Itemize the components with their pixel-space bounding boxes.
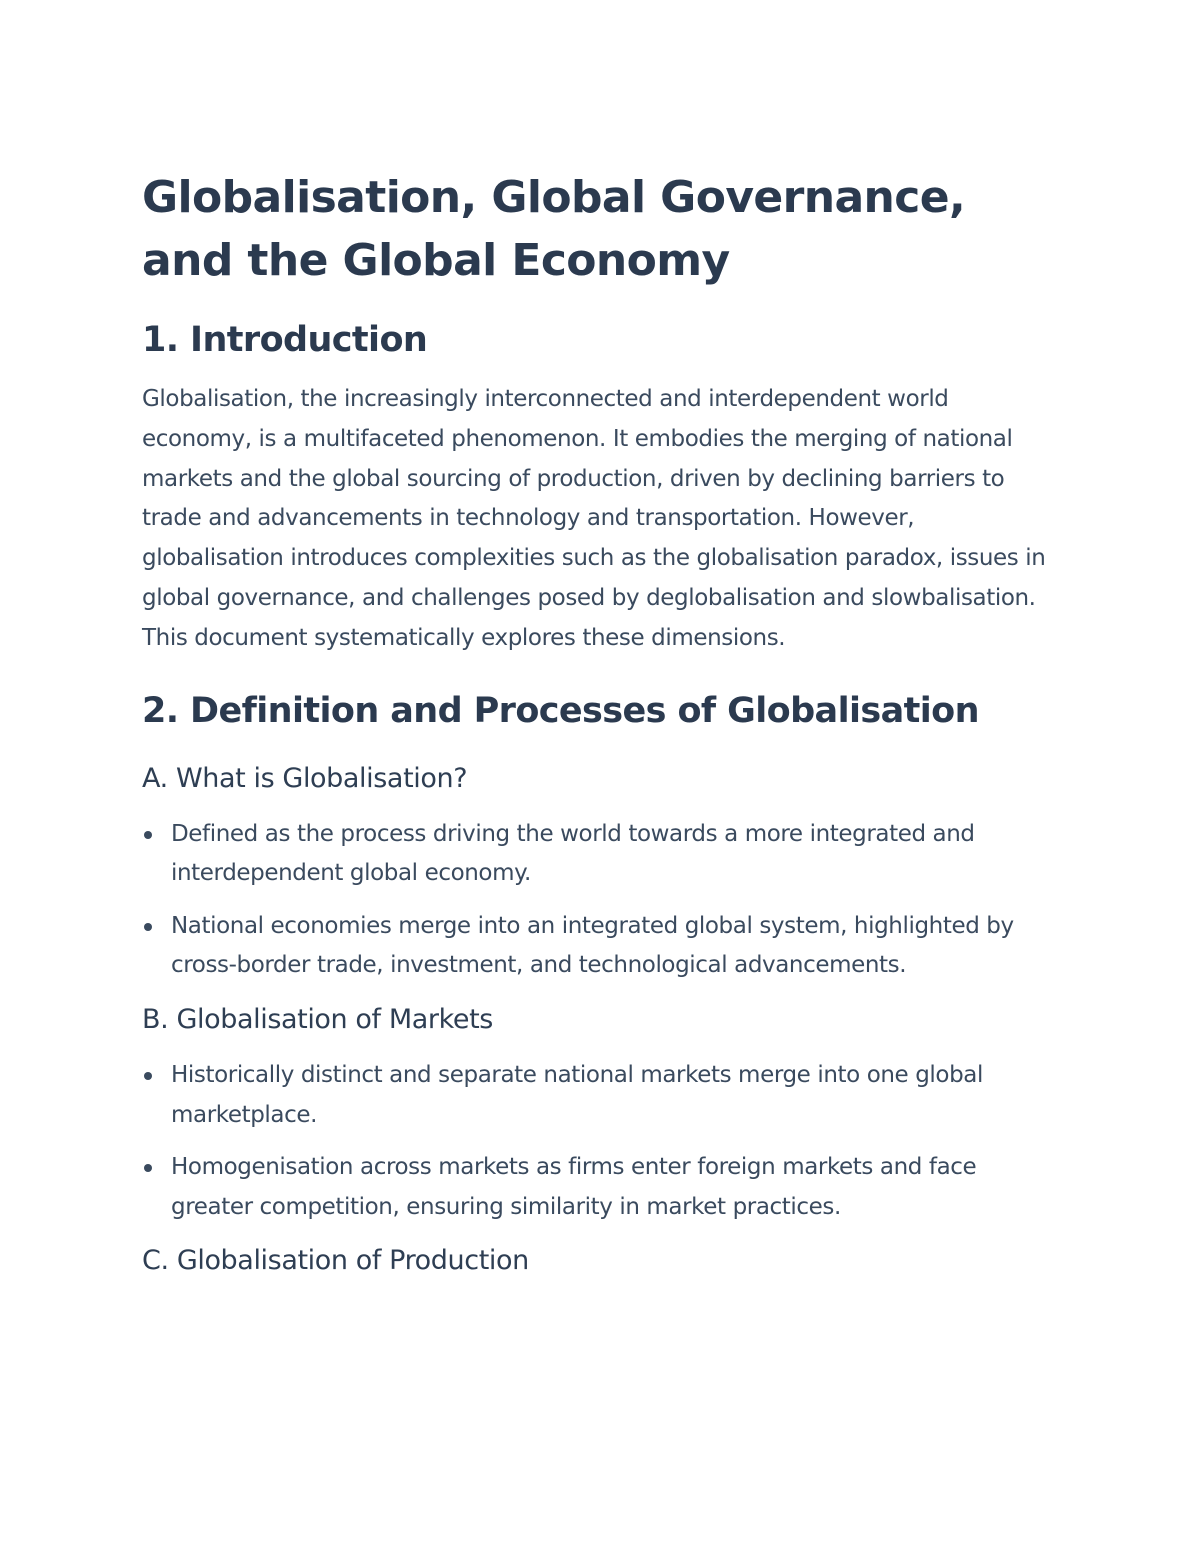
section-heading-introduction: 1. Introduction — [142, 320, 428, 360]
bullet-icon — [144, 923, 152, 931]
document-page — [142, 166, 1062, 1281]
bullet-icon — [144, 1072, 152, 1080]
list-item-text: Homogenisation across markets as firms enter foreign markets and face greater competition, ensuring similarity in market practices. — [171, 1154, 977, 1220]
introduction-paragraph: Globalisation, the increasingly interconnected and interdependent world economy, is a multifaceted phenomenon. It embodies the merging of national markets and the global sourcing of production, driven by declining barriers to trade and advancements in technology and transportation. However, globalisation introduces complexities such as the globalisation paradox, issues in global governance, and challenges posed by deglobalisation and slowbalisation. This document systematically explores these dimensions. — [142, 386, 1046, 651]
subsection-heading-production: C. Globalisation of Production — [142, 1245, 529, 1277]
list-item — [142, 1148, 1062, 1227]
subsection-heading-what-is: A. What is Globalisation? — [142, 762, 468, 794]
bullet-list-markets — [142, 1056, 1062, 1227]
document-title: Globalisation, Global Governance, and the Global Economy — [142, 172, 966, 286]
bullet-icon — [144, 1164, 152, 1172]
list-item-text: National economies merge into an integrated global system, highlighted by cross-border trade, investment, and technological advancements. — [171, 912, 1014, 979]
list-item — [142, 815, 1062, 894]
list-item-text: Defined as the process driving the world towards a more integrated and interdependent global economy. — [171, 820, 975, 887]
subsection-heading-markets: B. Globalisation of Markets — [142, 1003, 493, 1035]
list-item — [142, 907, 1062, 986]
bullet-icon — [144, 831, 152, 839]
list-item-text: Historically distinct and separate national markets merge into one global marketplace. — [171, 1061, 983, 1128]
bullet-list-what-is — [142, 815, 1062, 986]
section-heading-definition: 2. Definition and Processes of Globalisation — [142, 690, 979, 731]
list-item — [142, 1056, 1062, 1135]
